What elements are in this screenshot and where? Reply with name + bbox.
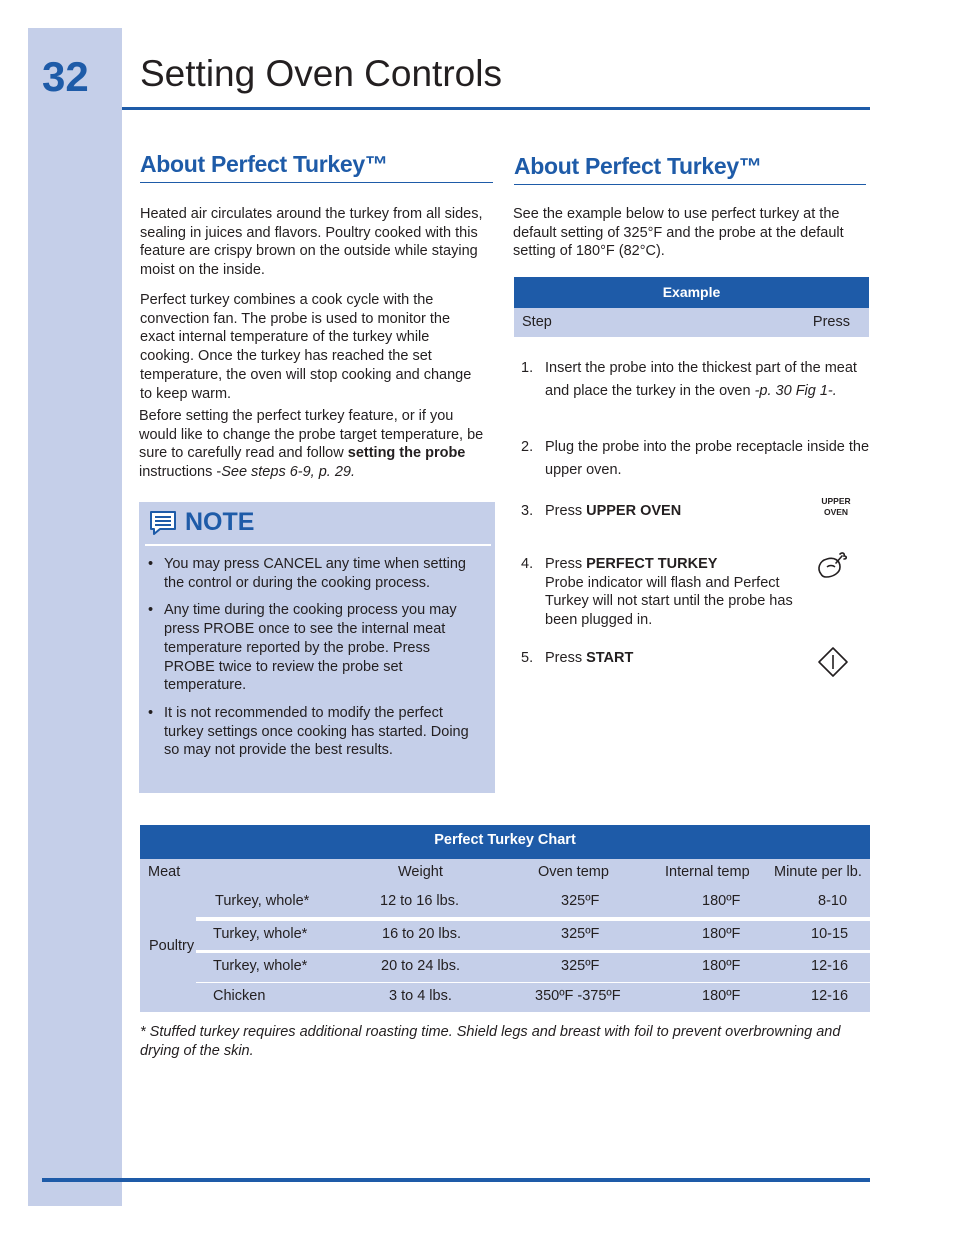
left-paragraph-1: Heated air circulates around the turkey from all sides, sealing in juices and flavors. Poultry cooked with this feature are crispy brown on the outside while staying moist on the inside. (140, 206, 483, 279)
note-box (139, 502, 495, 793)
right-section-heading: About Perfect Turkey™ (514, 153, 866, 185)
table-cell: 325ºF (561, 926, 600, 942)
left-section-heading: About Perfect Turkey™ (140, 151, 493, 183)
table-cell: Turkey, whole* (213, 926, 308, 942)
column-header-meat: Meat (148, 864, 181, 880)
right-intro: See the example below to use perfect turkey at the default setting of 325°F and the probe at the default setting of 180°F (82°C). (513, 206, 844, 260)
table-cell: 180ºF (702, 926, 741, 942)
note-item: • You may press CANCEL any time when setting the control or during the cooking process. (147, 555, 482, 592)
left-paragraph-2: Perfect turkey combines a cook cycle with the convection fan. The probe is used to monitor the exact internal temperature of the turkey while cooking. Once the turkey has reached the set temperature, the oven will stop cooking and change to keep warm. (140, 292, 472, 402)
col-press-label: Press (812, 314, 850, 330)
note-item: • It is not recommended to modify the perfect turkey settings once cooking has started. Doing so may not provide the best results. (147, 704, 482, 760)
header-rule (122, 107, 870, 110)
table-cell: 325ºF (561, 958, 600, 974)
turkey-icon[interactable] (816, 549, 850, 581)
chart-title: Perfect Turkey Chart (140, 825, 870, 859)
note-title: NOTE (185, 508, 255, 536)
note-list (147, 555, 482, 769)
chart-footnote: * Stuffed turkey requires additional roasting time. Shield legs and breast with foil to prevent overbrowning and drying of the skin. (140, 1024, 841, 1059)
table-cell: 325ºF (561, 893, 600, 909)
col-step-label: Step (522, 314, 552, 330)
table-cell: Turkey, whole* (215, 893, 310, 909)
table-cell: 12-16 (811, 958, 849, 974)
table-cell: 12 to 16 lbs. (380, 893, 459, 909)
table-cell: 12-16 (811, 988, 849, 1004)
table-row (196, 983, 870, 1012)
page-title: Setting Oven Controls (140, 53, 502, 94)
table-cell: 10-15 (811, 926, 849, 942)
note-divider (145, 544, 491, 546)
chart-column-headers (140, 859, 870, 888)
side-band (28, 28, 122, 1206)
example-subheader (514, 308, 869, 337)
table-cell: Turkey, whole* (213, 958, 308, 974)
footer-rule (42, 1178, 870, 1182)
upper-oven-key[interactable]: UPPER OVEN (821, 496, 851, 517)
table-cell: Chicken (213, 988, 266, 1004)
meat-group-label: Poultry (149, 938, 195, 954)
table-cell: 180ºF (702, 988, 741, 1004)
page-number: 32 (42, 53, 89, 100)
column-header-weight: Weight (398, 864, 443, 880)
table-cell: 180ºF (702, 893, 741, 909)
table-cell: 8-10 (818, 893, 848, 909)
example-header: Example (514, 277, 869, 308)
column-header-internal-temp: Internal temp (665, 864, 750, 880)
note-item: • Any time during the cooking process you may press PROBE once to see the internal meat temperature reported by the probe. Press PROBE twice to review the probe set temperature. (147, 601, 482, 695)
column-header-oven-temp: Oven temp (538, 864, 609, 880)
table-cell: 3 to 4 lbs. (389, 988, 452, 1004)
table-cell: 350ºF -375ºF (535, 988, 621, 1004)
table-cell: 180ºF (702, 958, 741, 974)
column-header-minute-per-lb: Minute per lb. (774, 864, 862, 880)
note-icon (149, 510, 177, 536)
table-cell: 16 to 20 lbs. (382, 926, 461, 942)
table-cell: 20 to 24 lbs. (381, 958, 460, 974)
start-diamond-icon[interactable] (817, 646, 849, 678)
left-paragraph-3: Before setting the perfect turkey feature, or if you would like to change the probe target temperature, be sure to carefully read and follow setting the probe instructions -See steps 6-9, p. 29. (139, 408, 484, 481)
